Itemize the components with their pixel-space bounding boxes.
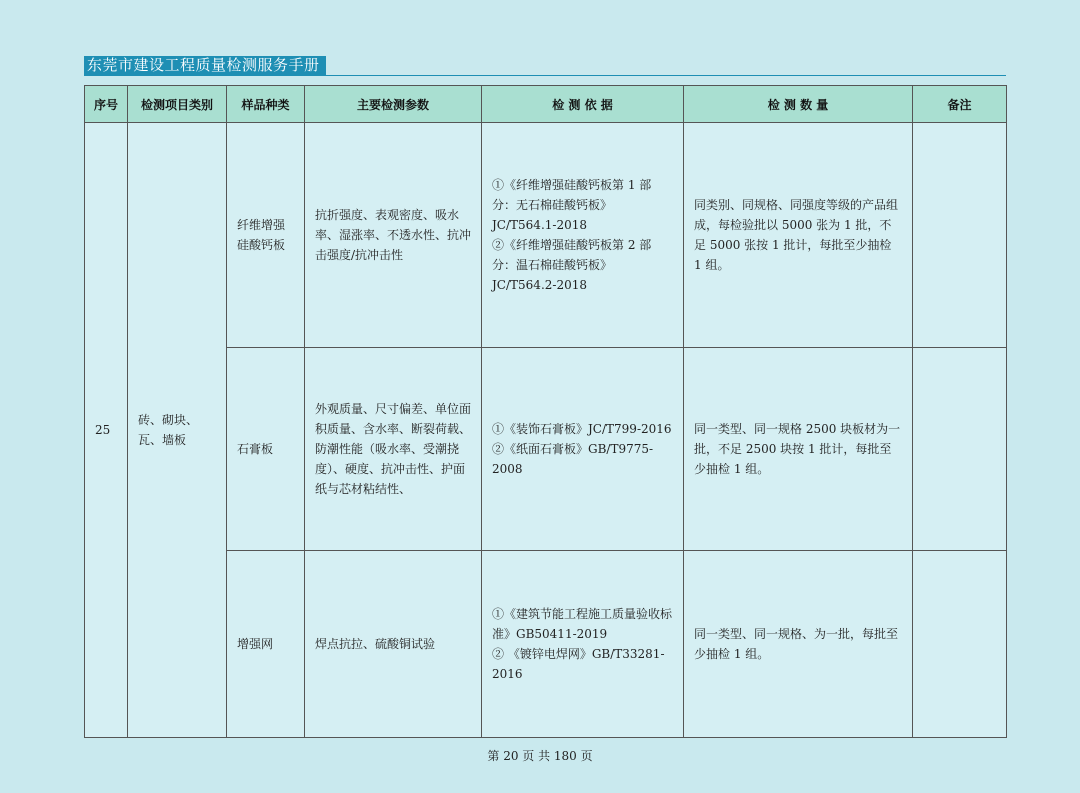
manual-title: 东莞市建设工程质量检测服务手册 xyxy=(84,56,326,75)
basis-item: ①《纤维增强硅酸钙板第 1 部分：无石棉硅酸钙板》JC/T564.1-2018 xyxy=(492,178,652,232)
header-row xyxy=(85,86,1007,123)
remark-cell xyxy=(913,123,1007,348)
params-cell: 外观质量、尺寸偏差、单位面积质量、含水率、断裂荷载、防潮性能（吸水率、受潮挠度）、硬度、抗冲击性、护面纸与芯材粘结性、 xyxy=(305,348,482,551)
quantity-cell: 同一类型、同一规格 2500 块板材为一批，不足 2500 块按 1 批计，每批至少抽检 1 组。 xyxy=(684,348,913,551)
page-number: 第 20 页 共 180 页 xyxy=(487,749,593,763)
basis-cell xyxy=(482,551,684,738)
remark-cell xyxy=(913,551,1007,738)
col-category-header: 检测项目类别 xyxy=(128,86,227,123)
basis-item: ②《纸面石膏板》GB/T9775-2008 xyxy=(492,442,654,476)
quantity-cell: 同类别、同规格、同强度等级的产品组成，每检验批以 5000 张为 1 批，不足 5000 张按 1 批计，每批至少抽检 1 组。 xyxy=(684,123,913,348)
col-quantity-header: 检 测 数 量 xyxy=(684,86,913,123)
params-cell: 焊点抗拉、硫酸铜试验 xyxy=(305,551,482,738)
col-remark-header: 备注 xyxy=(913,86,1007,123)
col-seq-header: 序号 xyxy=(85,86,128,123)
sample-cell: 增强网 xyxy=(227,551,305,738)
basis-item: ①《建筑节能工程施工质量验收标准》GB50411-2019 xyxy=(492,607,673,641)
basis-item: ② 《镀锌电焊网》GB/T33281-2016 xyxy=(492,647,665,681)
col-sample-header: 样品种类 xyxy=(227,86,305,123)
params-cell: 抗折强度、表观密度、吸水率、湿涨率、不透水性、抗冲击强度/抗冲击性 xyxy=(305,123,482,348)
table-row xyxy=(85,123,1007,348)
seq-cell: 25 xyxy=(85,123,128,738)
basis-item: ②《纤维增强硅酸钙板第 2 部分：温石棉硅酸钙板》JC/T564.2-2018 xyxy=(492,238,652,292)
category-cell: 砖、砌块、瓦、墙板 xyxy=(128,123,227,738)
basis-cell xyxy=(482,123,684,348)
basis-cell xyxy=(482,348,684,551)
quantity-cell: 同一类型、同一规格、为一批，每批至少抽检 1 组。 xyxy=(684,551,913,738)
title-divider xyxy=(84,75,1006,76)
col-params-header: 主要检测参数 xyxy=(305,86,482,123)
sample-cell: 石膏板 xyxy=(227,348,305,551)
remark-cell xyxy=(913,348,1007,551)
sample-cell: 纤维增强硅酸钙板 xyxy=(227,123,305,348)
col-basis-header: 检 测 依 据 xyxy=(482,86,684,123)
inspection-table xyxy=(84,85,1007,738)
basis-item: ①《装饰石膏板》JC/T799-2016 xyxy=(492,422,672,436)
